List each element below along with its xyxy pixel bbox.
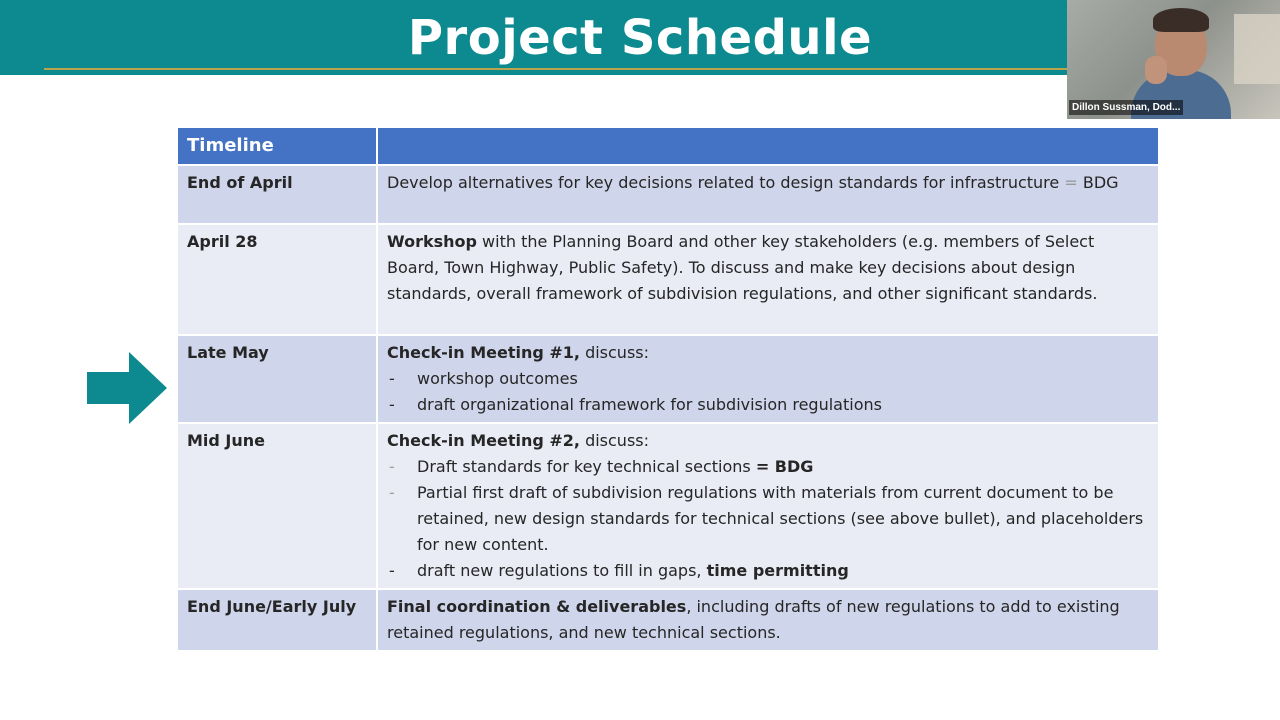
- header-timeline: Timeline: [178, 128, 377, 165]
- row-date: Mid June: [178, 423, 377, 589]
- participant-hand: [1145, 56, 1167, 84]
- row-description: [377, 165, 1158, 224]
- participant-name-label: Dillon Sussman, Dod...: [1069, 100, 1183, 115]
- header-description: [377, 128, 1158, 165]
- bullet-list: [387, 558, 1149, 584]
- row-date: April 28: [178, 224, 377, 335]
- list-item-text: Partial first draft of subdivision regulations with materials from current document to be retained, new design standards for technical sections (see above bullet), and placeholders for new content.: [417, 483, 1144, 554]
- row-date: Late May: [178, 335, 377, 423]
- row-text: , including drafts of new regulations to add to existing retained regulations, and new technical sections.: [387, 597, 1120, 642]
- row-description: [377, 423, 1158, 589]
- row-text: with the Planning Board and other key stakeholders (e.g. members of Select Board, Town Highway, Public Safety). To discuss and make key decisions about design standards, overall framework of subdivision regulations, and other significant standards.: [387, 232, 1098, 303]
- row-description: [377, 335, 1158, 423]
- participant-video-tile[interactable]: [1067, 0, 1280, 119]
- row-bold-lead: Final coordination & deliverables: [387, 597, 687, 616]
- row-bold-lead: Workshop: [387, 232, 477, 251]
- table-row: [178, 224, 1158, 335]
- list-item-text: draft new regulations to fill in gaps,: [417, 561, 707, 580]
- row-date: End June/Early July: [178, 589, 377, 650]
- slide-title: Project Schedule: [407, 10, 873, 66]
- row-tail: BDG: [1082, 173, 1119, 192]
- background-shelf: [1234, 14, 1280, 84]
- participant-hair: [1153, 8, 1209, 32]
- table-row: [178, 165, 1158, 224]
- list-item: [387, 558, 1149, 584]
- table-row: [178, 335, 1158, 423]
- row-text: discuss:: [579, 343, 650, 362]
- row-bold-lead: Check-in Meeting #1,: [387, 343, 580, 362]
- schedule-table: [178, 128, 1158, 650]
- row-text: discuss:: [579, 431, 650, 450]
- table-header-row: [178, 128, 1158, 165]
- right-arrow-icon: [87, 352, 167, 424]
- table-row: [178, 423, 1158, 589]
- list-item: [387, 480, 1149, 558]
- list-item: - draft organizational framework for subdivision regulations: [387, 392, 1149, 418]
- row-bold-lead: Check-in Meeting #2,: [387, 431, 580, 450]
- row-equals: =: [1064, 173, 1078, 192]
- row-description: [377, 224, 1158, 335]
- list-item-text: Draft standards for key technical sections: [417, 457, 756, 476]
- list-item-bold: time permitting: [706, 561, 849, 580]
- title-underline: [44, 68, 1067, 70]
- row-text: Develop alternatives for key decisions related to design standards for infrastructure: [387, 173, 1060, 192]
- row-description: [377, 589, 1158, 650]
- bullet-list: [387, 454, 1149, 558]
- list-item-bold: = BDG: [755, 457, 814, 476]
- row-date: End of April: [178, 165, 377, 224]
- table-row: [178, 589, 1158, 650]
- bullet-list: [387, 366, 1149, 418]
- list-item: [387, 454, 1149, 480]
- list-item: - workshop outcomes: [387, 366, 1149, 392]
